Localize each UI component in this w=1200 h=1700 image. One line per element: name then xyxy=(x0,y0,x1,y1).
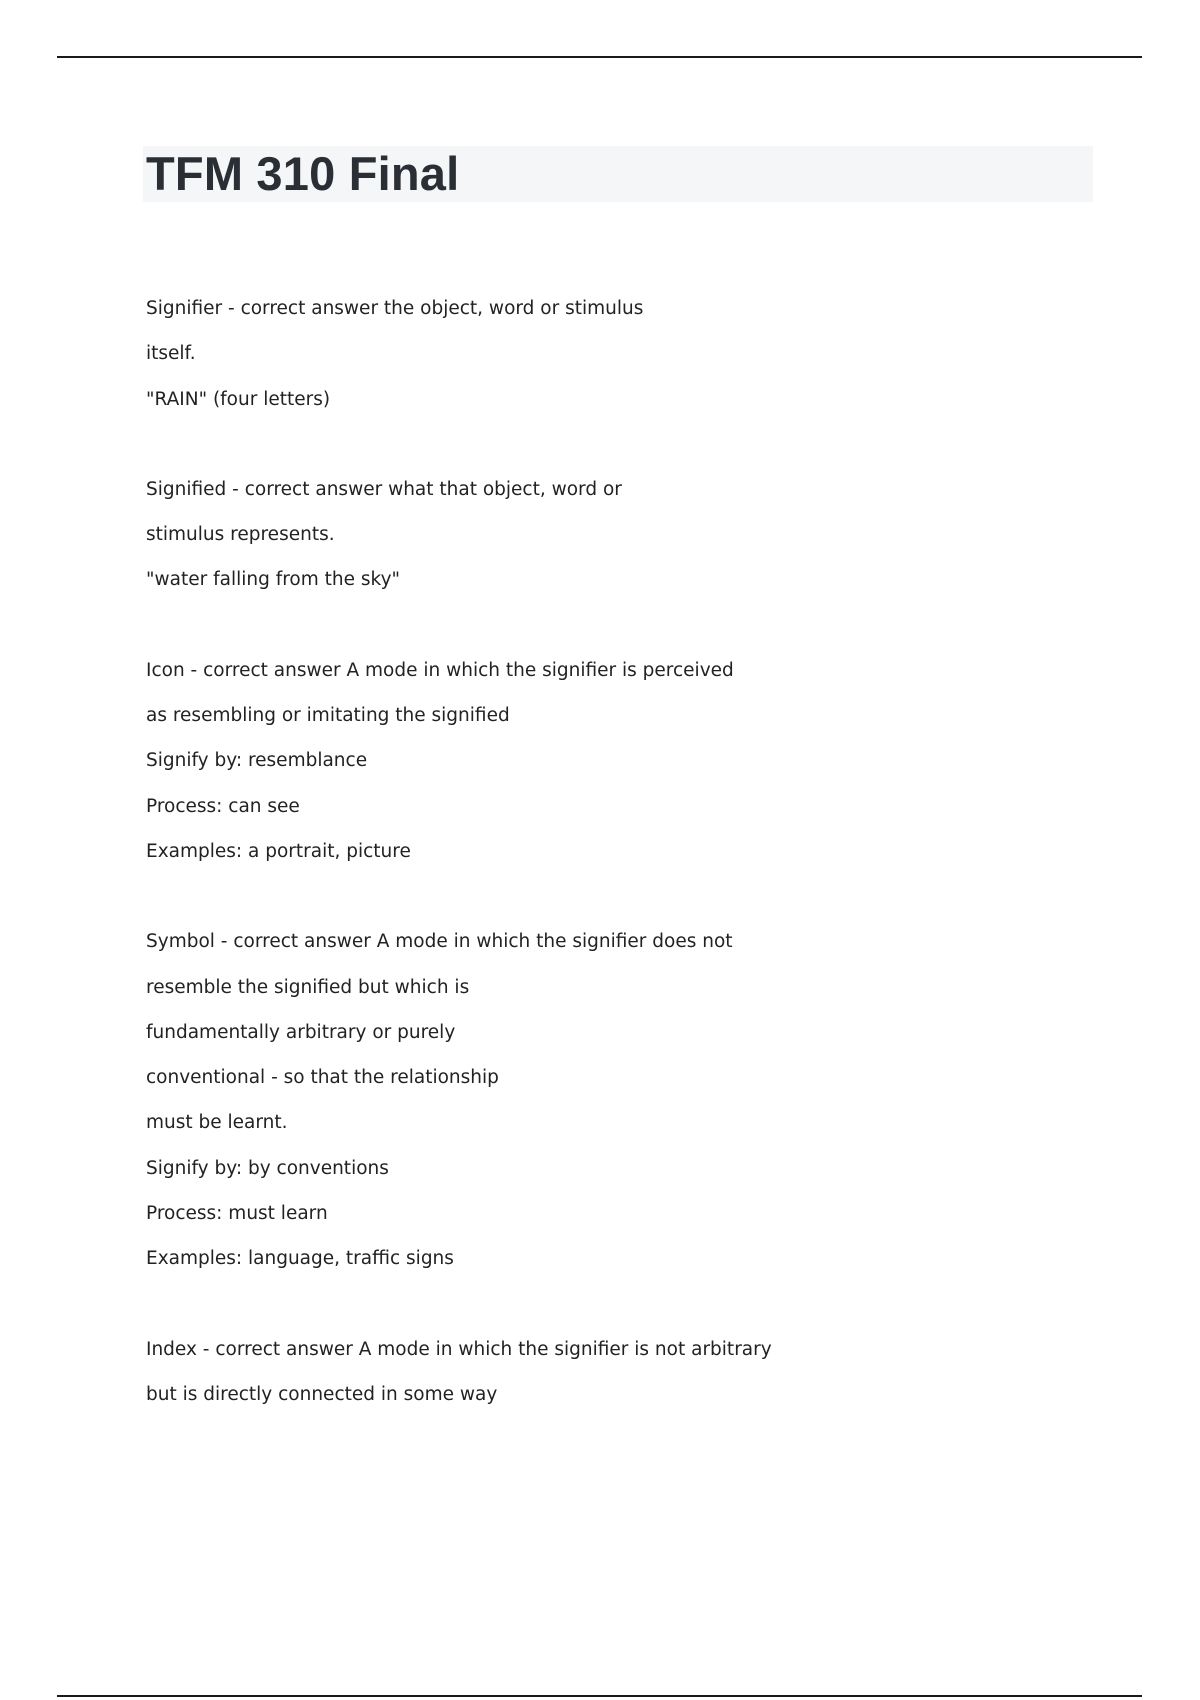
top-rule xyxy=(57,56,1142,58)
entry-line: "RAIN" (four letters) xyxy=(146,388,331,410)
entry-signified xyxy=(146,467,1046,603)
document-body xyxy=(146,286,1046,1462)
entry-line: Icon - correct answer A mode in which the signifier is perceived xyxy=(146,659,734,681)
entry-line: Symbol - correct answer A mode in which the signifier does not xyxy=(146,931,733,953)
entry-line: Process: can see xyxy=(146,795,300,817)
entry-line: Signify by: resemblance xyxy=(146,750,368,772)
entry-line: Examples: a portrait, picture xyxy=(146,840,411,862)
entry-symbol xyxy=(146,919,1046,1281)
entry-line: itself. xyxy=(146,343,196,365)
entry-line: as resembling or imitating the signified xyxy=(146,705,510,727)
entry-line: but is directly connected in some way xyxy=(146,1383,498,1405)
entry-line: Examples: language, traffic signs xyxy=(146,1248,454,1270)
entry-line: conventional - so that the relationship xyxy=(146,1067,499,1089)
entry-line: "water falling from the sky" xyxy=(146,569,401,591)
entry-line: Signified - correct answer what that object, word or xyxy=(146,478,622,500)
entry-index xyxy=(146,1327,1046,1418)
entry-line: resemble the signified but which is xyxy=(146,976,470,998)
entry-line: Index - correct answer A mode in which the signifier is not arbitrary xyxy=(146,1338,772,1360)
entry-line: Signify by: by conventions xyxy=(146,1157,389,1179)
entry-line: Process: must learn xyxy=(146,1203,328,1225)
entry-signifier xyxy=(146,286,1046,422)
entry-line: stimulus represents. xyxy=(146,524,335,546)
entry-line: must be learnt. xyxy=(146,1112,288,1134)
entry-line: fundamentally arbitrary or purely xyxy=(146,1021,456,1043)
bottom-rule xyxy=(57,1695,1142,1697)
entry-line: Signifier - correct answer the object, word or stimulus xyxy=(146,298,644,319)
document-title: TFM 310 Final xyxy=(146,147,460,200)
entry-icon xyxy=(146,648,1046,874)
